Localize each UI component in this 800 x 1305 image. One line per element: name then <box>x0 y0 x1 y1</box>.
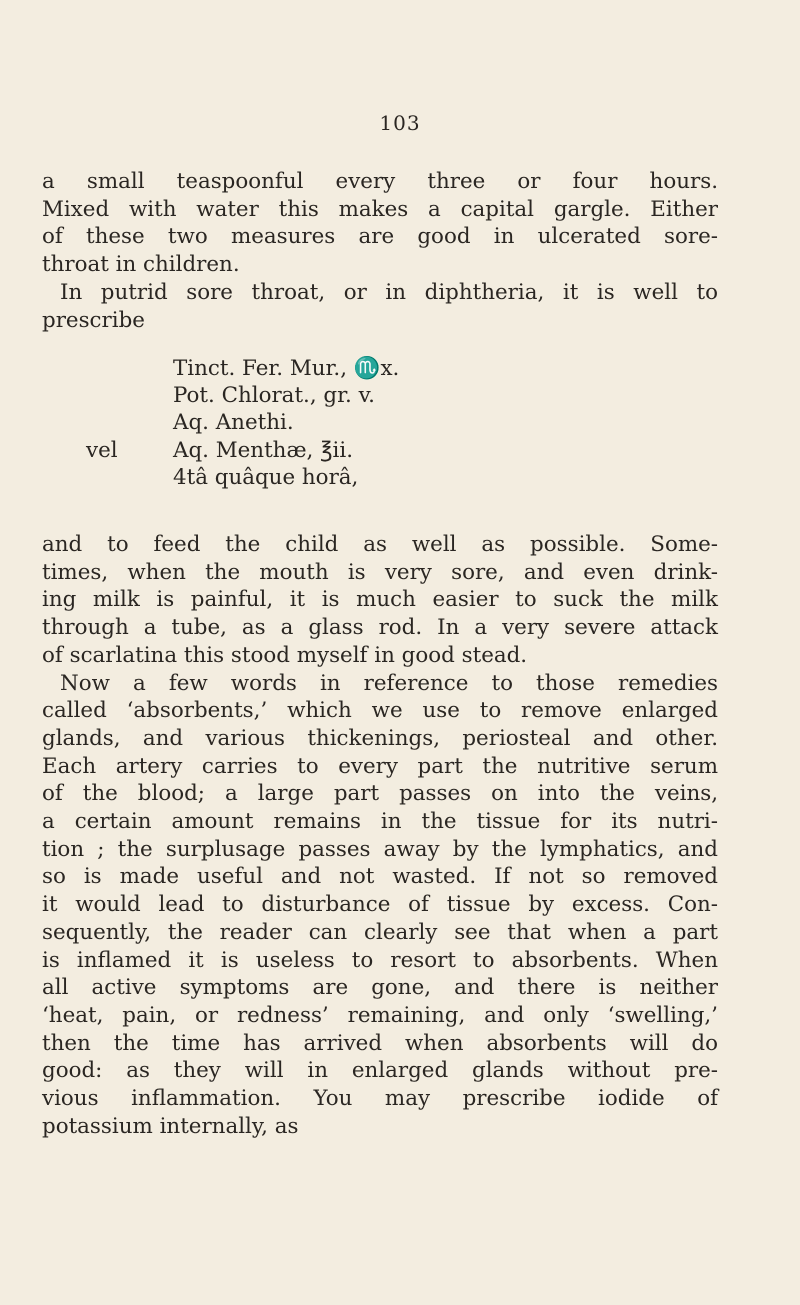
text-line: prescribe <box>42 307 145 333</box>
prescription-text: Tinct. Fer. Mur., ♏x. <box>173 356 400 381</box>
text-line: of the blood; a large part passes on into the veins, <box>42 781 718 807</box>
prescription-line <box>86 355 399 382</box>
page-number: 103 <box>379 111 421 135</box>
prescription-text: Pot. Chlorat., gr. v. <box>173 383 375 409</box>
text-line: Mixed with water this makes a capital gargle. Either <box>42 196 718 222</box>
prescription-text: 4tâ quâque horâ, <box>173 464 359 490</box>
text-line: ing milk is painful, it is much easier to suck the milk <box>42 587 718 613</box>
text-line: is inflamed it is useless to resort to absorbents. When <box>42 947 718 973</box>
text-line: a small teaspoonful every three or four hours. <box>42 169 718 194</box>
text-line: sequently, the reader can clearly see that when a part <box>42 919 718 945</box>
prescription-text: Aq. Anethi. <box>173 410 294 436</box>
text-line: vious inflammation. You may prescribe iodide of <box>42 1086 718 1112</box>
text-line: of these two measures are good in ulcerated sore- <box>42 224 718 250</box>
text-line: called ‘absorbents,’ which we use to remove enlarged <box>42 698 718 724</box>
text-line: In putrid sore throat, or in diphtheria, it is well to <box>60 279 718 305</box>
prescription-line <box>86 437 399 464</box>
prescription-line <box>86 464 399 491</box>
paragraph-2 <box>42 531 718 1140</box>
text-line: so is made useful and not wasted. If not so removed <box>42 864 718 890</box>
text-line: all active symptoms are gone, and there is neither <box>42 975 718 1001</box>
text-line: of scarlatina this stood myself in good stead. <box>42 642 528 668</box>
prescription-text: Aq. Menthæ, ℥ii. <box>173 437 353 463</box>
text-line: good: as they will in enlarged glands without pre- <box>42 1058 718 1084</box>
text-line: times, when the mouth is very sore, and even drink- <box>42 559 718 585</box>
text-line: tion ; the surplusage passes away by the lymphatics, and <box>42 836 718 862</box>
text-line: then the time has arrived when absorbents will do <box>42 1030 718 1056</box>
text-line: Each artery carries to every part the nutritive serum <box>42 753 718 779</box>
prescription-line <box>86 409 399 436</box>
text-line: glands, and various thickenings, periosteal and other. <box>42 725 718 751</box>
paragraph-1 <box>42 168 718 334</box>
text-line: Now a few words in reference to those remedies <box>60 670 718 696</box>
text-line: and to feed the child as well as possible. Some- <box>42 532 718 557</box>
prescription-block <box>86 355 399 491</box>
text-line: it would lead to disturbance of tissue by excess. Con- <box>42 892 718 918</box>
text-line: throat in children. <box>42 252 240 278</box>
text-line: a certain amount remains in the tissue for its nutri- <box>42 809 718 835</box>
text-line: through a tube, as a glass rod. In a very severe attack <box>42 615 718 641</box>
prescription-line <box>86 382 399 409</box>
prescription-prefix: vel <box>86 437 118 463</box>
text-line: potassium internally, as <box>42 1113 299 1139</box>
text-line: ‘heat, pain, or redness’ remaining, and only ‘swelling,’ <box>42 1002 718 1028</box>
